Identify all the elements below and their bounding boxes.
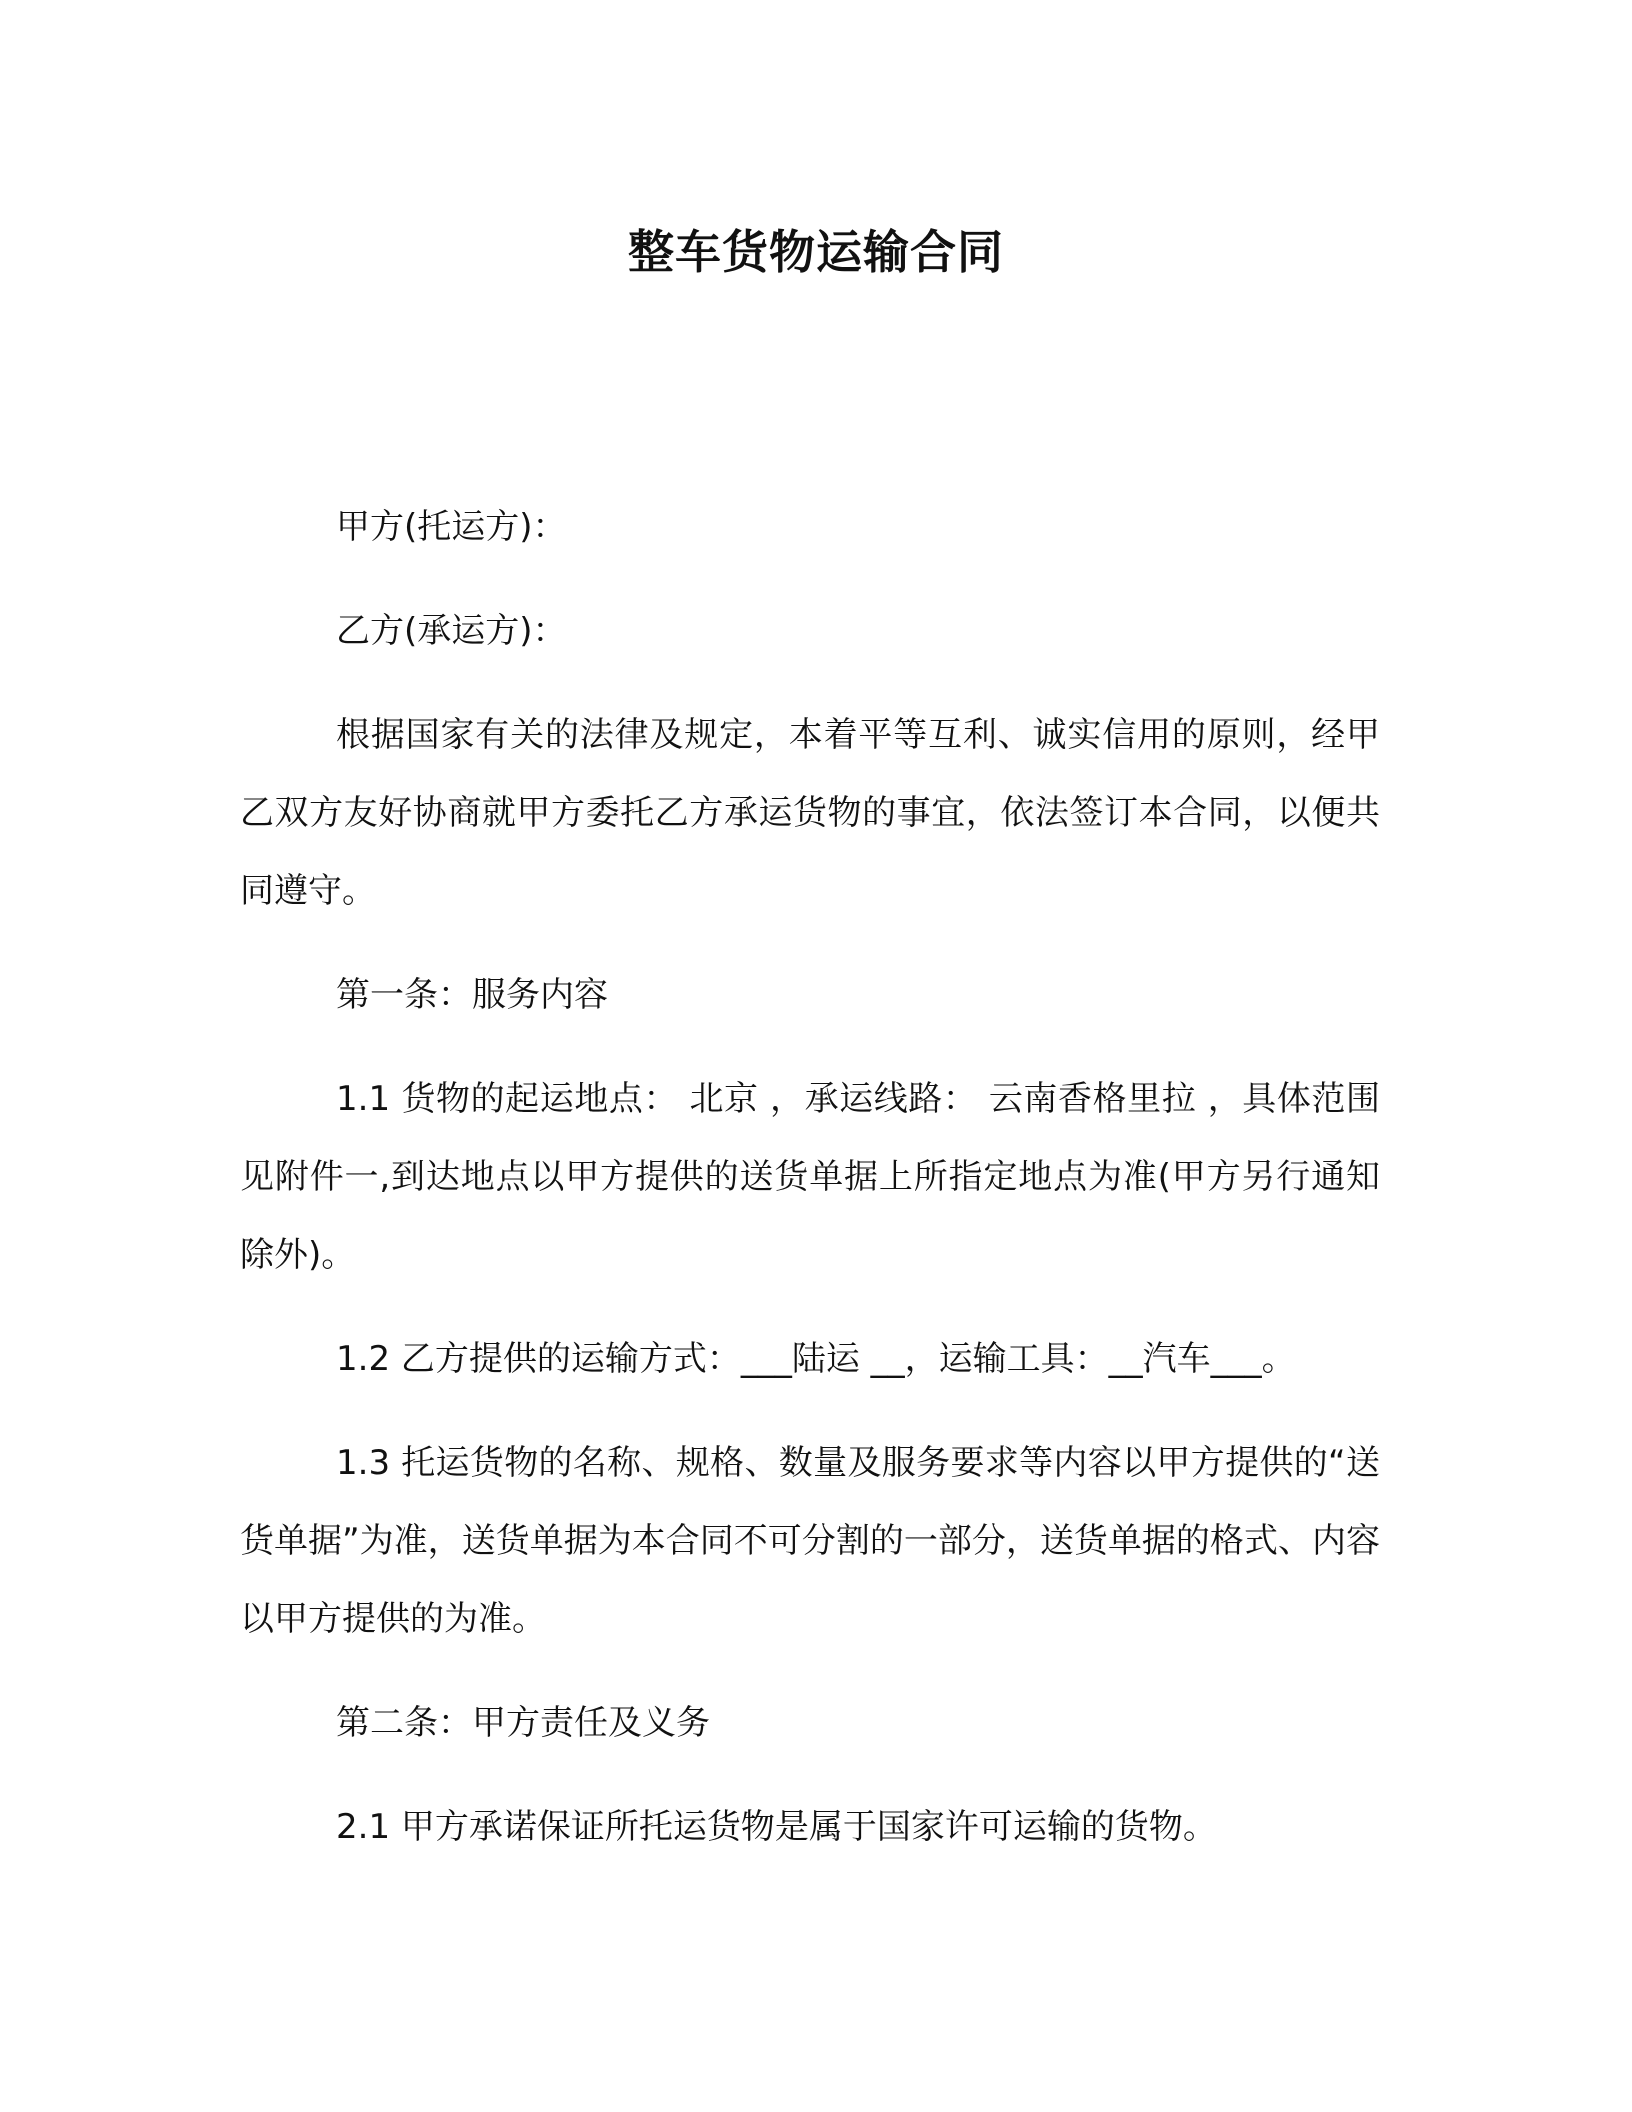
clause-2-1: 2.1 甲方承诺保证所托运货物是属于国家许可运输的货物。 bbox=[336, 1807, 1217, 1847]
clause-1-1: 1.1 货物的起运地点： 北京 ，承运线路： 云南香格里拉 ，具体范围见附件一,到达地点以甲方提供的送货单据上所指定地点为准(甲方另行通知除外)。 bbox=[240, 1079, 1380, 1275]
party-a-line: 甲方(托运方)： bbox=[336, 507, 567, 547]
document-body bbox=[240, 488, 1380, 1892]
clause-1-2: 1.2 乙方提供的运输方式：___陆运 __，运输工具：__汽车___。 bbox=[336, 1339, 1296, 1379]
document-title: 整车货物运输合同 bbox=[628, 225, 1004, 279]
preamble-paragraph: 根据国家有关的法律及规定，本着平等互利、诚实信用的原则，经甲乙双方友好协商就甲方委托乙方承运货物的事宜，依法签订本合同，以便共同遵守。 bbox=[240, 715, 1380, 911]
clause-1-3: 1.3 托运货物的名称、规格、数量及服务要求等内容以甲方提供的“送货单据”为准，送货单据为本合同不可分割的一部分，送货单据的格式、内容以甲方提供的为准。 bbox=[240, 1443, 1380, 1639]
article-2-heading: 第二条：甲方责任及义务 bbox=[336, 1703, 710, 1743]
party-b-line: 乙方(承运方)： bbox=[336, 611, 567, 651]
article-1-heading: 第一条：服务内容 bbox=[336, 975, 608, 1015]
